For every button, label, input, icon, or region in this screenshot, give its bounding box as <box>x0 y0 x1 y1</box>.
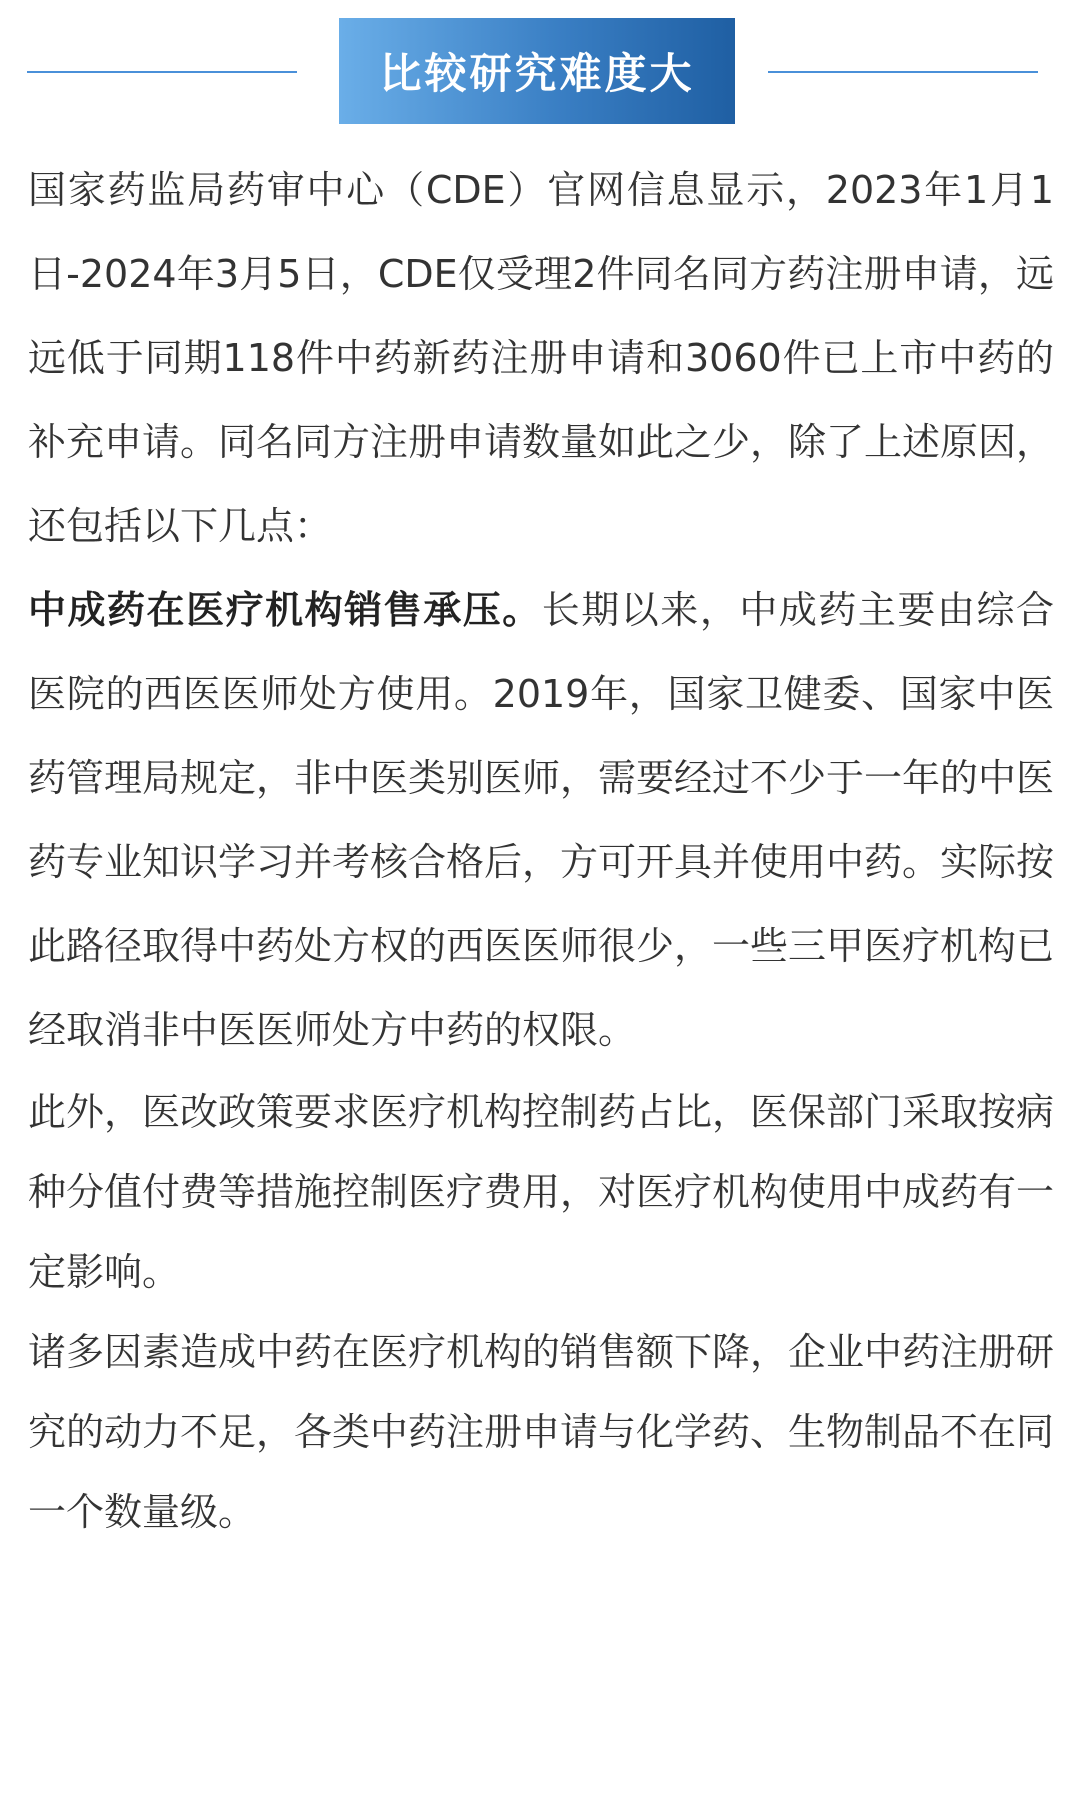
paragraph-conclusion: 诸多因素造成中药在医疗机构的销售额下降，企业中药注册研究的动力不足，各类中药注册申请与化学药、生物制品不在同一个数量级。 <box>28 1330 1055 1534</box>
section-header <box>0 18 1080 124</box>
paragraph-hospital-sales-body: 长期以来，中成药主要由综合医院的西医医师处方使用。2019年，国家卫健委、国家中医药管理局规定，非中医类别医师，需要经过不少于一年的中医药专业知识学习并考核合格后，方可开具并使用中药。实际按此路径取得中药处方权的西医医师很少，一些三甲医疗机构已经取消非中医医师处方中药的权限。 <box>28 588 1055 1052</box>
paragraph-lead-heading: 中成药在医疗机构销售承压。 <box>28 588 542 632</box>
section-title-box <box>339 18 735 124</box>
paragraph-policy: 此外，医改政策要求医疗机构控制药占比，医保部门采取按病种分值付费等措施控制医疗费用，对医疗机构使用中成药有一定影响。 <box>28 1090 1055 1294</box>
header-left-rule <box>27 71 297 73</box>
header-right-rule <box>768 71 1038 73</box>
section-title: 比较研究难度大 <box>379 49 695 98</box>
article-body <box>28 148 1054 1552</box>
paragraph-hospital-sales <box>28 568 1054 1072</box>
paragraph-cde-statistics: 国家药监局药审中心（CDE）官网信息显示，2023年1月1日-2024年3月5日，CDE仅受理2件同名同方药注册申请，远远低于同期118件中药新药注册申请和3060件已上市中药的补充申请。同名同方注册申请数量如此之少，除了上述原因，还包括以下几点： <box>28 168 1055 548</box>
